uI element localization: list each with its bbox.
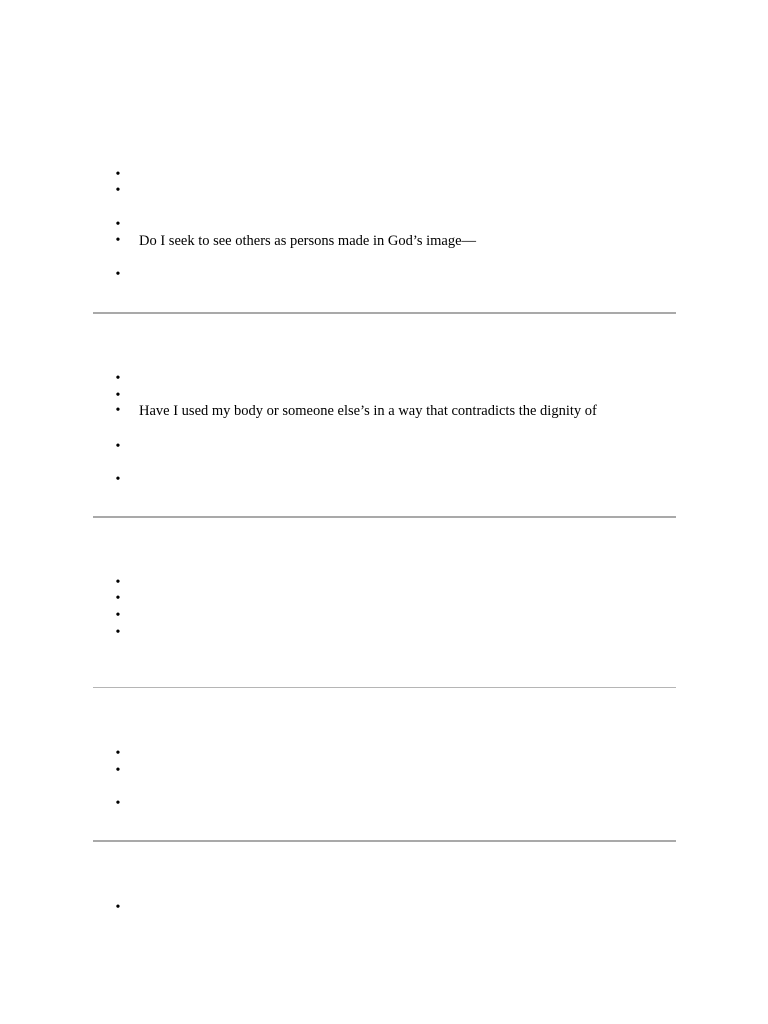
list-bullet: •: [115, 608, 121, 623]
list-bullet: •: [115, 403, 121, 418]
section-divider: [93, 516, 676, 518]
list-bullet: •: [115, 167, 121, 182]
list-bullet: •: [115, 625, 121, 640]
list-bullet: •: [115, 439, 121, 454]
list-item-text: Do I seek to see others as persons made in God’s image—: [139, 233, 477, 249]
list-bullet: •: [115, 388, 121, 403]
list-bullet: •: [115, 267, 121, 282]
list-bullet: •: [115, 183, 121, 198]
list-bullet: •: [115, 796, 121, 811]
list-bullet: •: [115, 233, 121, 248]
list-bullet: •: [115, 591, 121, 606]
list-item-text: Have I used my body or someone else’s in a way that contradicts the dignity of: [139, 403, 597, 419]
list-bullet: •: [115, 763, 121, 778]
section-divider: [93, 312, 676, 314]
list-bullet: •: [115, 575, 121, 590]
section-divider: [93, 687, 676, 688]
list-bullet: •: [115, 371, 121, 386]
list-bullet: •: [115, 900, 121, 915]
list-bullet: •: [115, 217, 121, 232]
list-bullet: •: [115, 472, 121, 487]
section-divider: [93, 840, 676, 842]
list-bullet: •: [115, 746, 121, 761]
